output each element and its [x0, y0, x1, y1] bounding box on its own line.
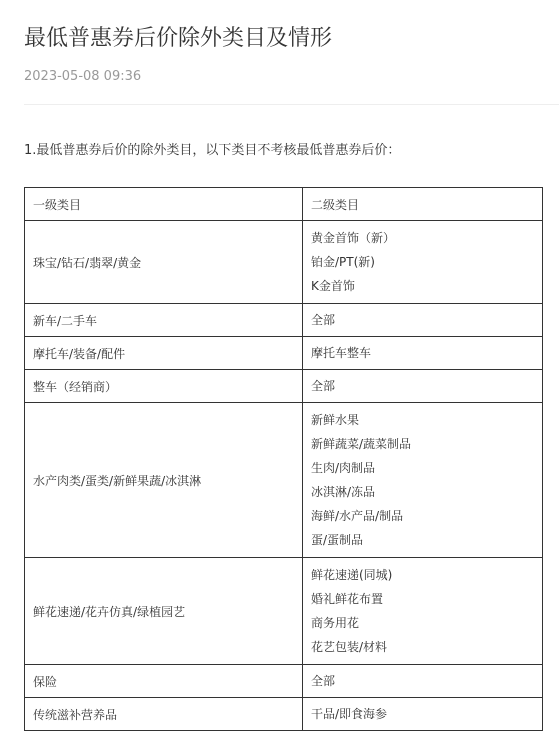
secondary-category-cell: [303, 698, 543, 731]
header-secondary-category: 二级类目: [303, 188, 543, 221]
table-row: [25, 665, 543, 698]
table-row: [25, 698, 543, 731]
secondary-category-item: 全部: [311, 313, 336, 327]
publish-datetime: 2023-05-08 09:36: [24, 69, 142, 84]
table-header-row: [25, 188, 543, 221]
secondary-category-cell: [303, 337, 543, 370]
primary-category-cell: 整车（经销商）: [25, 370, 303, 403]
category-table: [24, 187, 543, 731]
secondary-category-item: 全部: [311, 674, 336, 688]
secondary-category-item: 新鲜水果: [311, 413, 360, 427]
secondary-category-cell: [303, 558, 543, 665]
primary-category-cell: 新车/二手车: [25, 304, 303, 337]
secondary-category-item: 生肉/肉制品: [311, 461, 376, 475]
secondary-category-item: 冰淇淋/冻品: [311, 485, 376, 499]
secondary-category-item: 干品/即食海参: [311, 707, 388, 721]
secondary-category-cell: [303, 304, 543, 337]
table-row: [25, 370, 543, 403]
secondary-category-item: 海鲜/水产品/制品: [311, 509, 404, 523]
secondary-category-item: 鲜花速递(同城): [311, 568, 393, 582]
secondary-category-item: 蛋/蛋制品: [311, 533, 364, 547]
secondary-category-item: 黄金首饰（新）: [311, 231, 396, 245]
secondary-category-item: 花艺包装/材料: [311, 640, 388, 654]
secondary-category-cell: [303, 370, 543, 403]
secondary-category-item: 新鲜蔬菜/蔬菜制品: [311, 437, 412, 451]
table-row: [25, 558, 543, 665]
table-body: [25, 221, 543, 731]
secondary-category-item: 商务用花: [311, 616, 360, 630]
table-row: [25, 221, 543, 304]
secondary-category-cell: [303, 665, 543, 698]
secondary-category-item: 婚礼鲜花布置: [311, 592, 384, 606]
intro-paragraph: 1.最低普惠券后价的除外类目，以下类目不考核最低普惠券后价：: [24, 143, 401, 158]
primary-category-cell: 鲜花速递/花卉仿真/绿植园艺: [25, 558, 303, 665]
header-primary-category: 一级类目: [25, 188, 303, 221]
secondary-category-item: 铂金/PT(新): [311, 255, 375, 269]
primary-category-cell: 保险: [25, 665, 303, 698]
header-divider: [24, 104, 559, 105]
secondary-category-item: K金首饰: [311, 279, 355, 293]
primary-category-cell: 传统滋补营养品: [25, 698, 303, 731]
secondary-category-item: 摩托车整车: [311, 346, 372, 360]
secondary-category-cell: [303, 221, 543, 304]
table-row: [25, 403, 543, 558]
table-row: [25, 337, 543, 370]
primary-category-cell: 摩托车/装备/配件: [25, 337, 303, 370]
secondary-category-cell: [303, 403, 543, 558]
article-title: 最低普惠券后价除外类目及情形: [24, 26, 333, 51]
secondary-category-item: 全部: [311, 379, 336, 393]
primary-category-cell: 水产肉类/蛋类/新鲜果蔬/冰淇淋: [25, 403, 303, 558]
primary-category-cell: 珠宝/钻石/翡翠/黄金: [25, 221, 303, 304]
table-row: [25, 304, 543, 337]
